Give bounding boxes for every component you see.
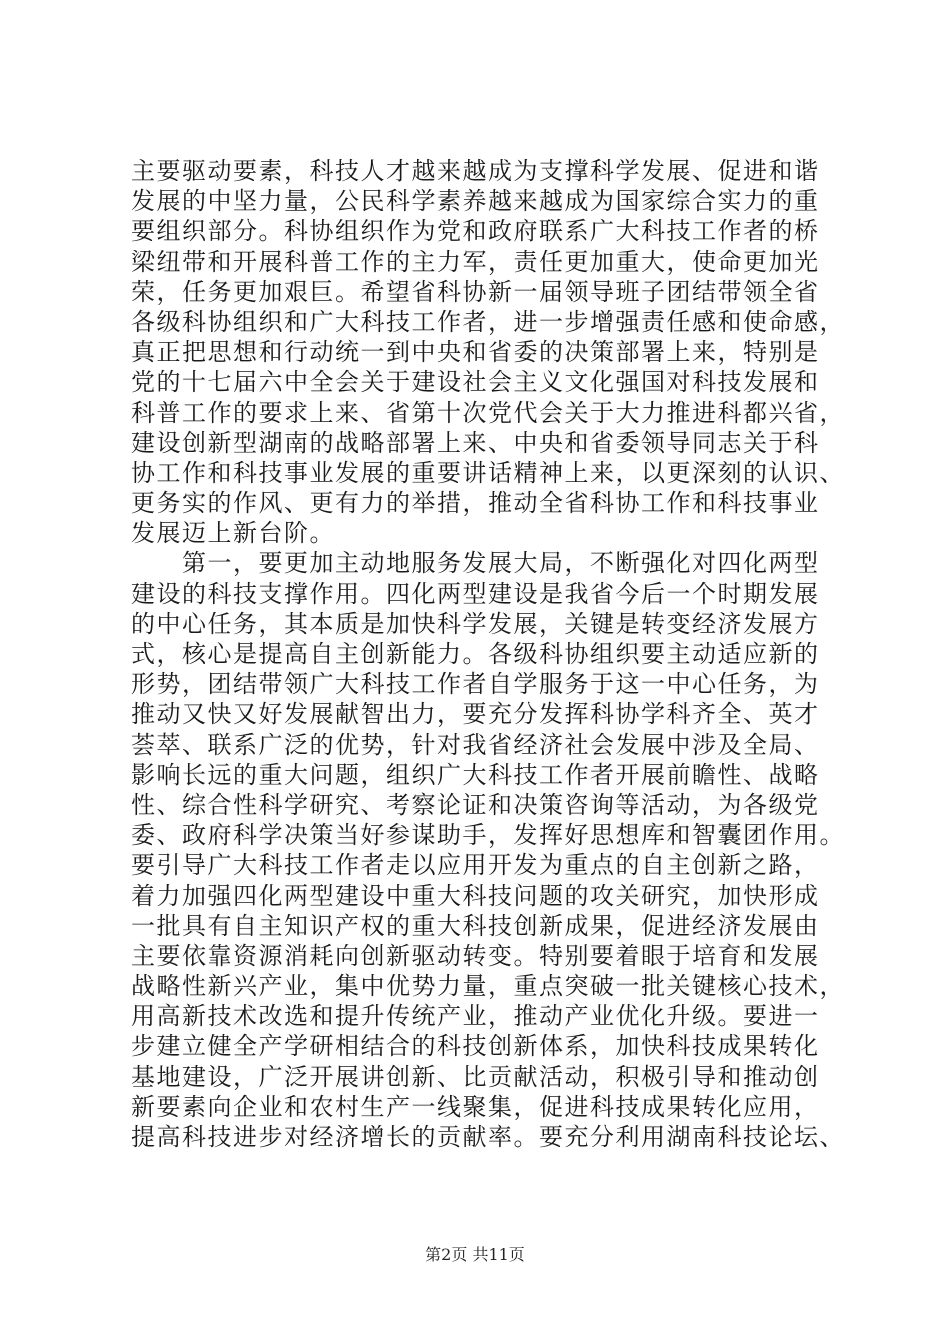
text-line: 建设创新型湖南的战略部署上来、中央和省委领导同志关于科	[131, 428, 820, 457]
text-line: 委、政府科学决策当好参谋助手，发挥好思想库和智囊团作用。	[131, 821, 845, 850]
text-line: 式，核心是提高自主创新能力。各级科协组织要主动适应新的	[131, 640, 820, 668]
text-line: 主要驱动要素，科技人才越来越成为支撑科学发展、促进和谐	[131, 157, 820, 185]
text-line: 荣，任务更加艰巨。希望省科协新一届领导班子团结带领全省	[131, 277, 820, 306]
text-line: 一批具有自主知识产权的重大科技创新成果，促进经济发展由	[131, 911, 820, 940]
text-line: 荟萃、联系广泛的优势，针对我省经济社会发展中涉及全局、	[131, 730, 820, 759]
text-line: 要引导广大科技工作者走以应用开发为重点的自主创新之路，	[131, 851, 820, 880]
text-line: 提高科技进步对经济增长的贡献率。要充分利用湖南科技论坛、	[131, 1123, 845, 1151]
text-line: 的中心任务，其本质是加快科学发展，关键是转变经济发展方	[131, 609, 820, 638]
text-line: 用高新技术改选和提升传统产业，推动产业优化升级。要进一	[131, 1002, 820, 1031]
text-line: 步建立健全产学研相结合的科技创新体系，加快科技成果转化	[131, 1032, 820, 1061]
text-line: 性、综合性科学研究、考察论证和决策咨询等活动，为各级党	[131, 790, 820, 819]
text-line: 新要素向企业和农村生产一线聚集，促进科技成果转化应用，	[131, 1092, 820, 1121]
body-text	[131, 156, 845, 1152]
text-line: 形势，团结带领广大科技工作者自学服务于这一中心任务，为	[131, 670, 820, 699]
text-line: 科普工作的要求上来、省第十次党代会关于大力推进科都兴省，	[131, 398, 845, 427]
text-line: 着力加强四化两型建设中重大科技问题的攻关研究，加快形成	[131, 881, 820, 910]
page-footer: 第2页 共11页	[425, 1245, 525, 1264]
text-line: 战略性新兴产业，集中优势力量，重点突破一批关键核心技术，	[131, 972, 845, 1001]
text-line: 更务实的作风、更有力的举措，推动全省科协工作和科技事业	[131, 489, 820, 518]
text-line: 推动又快又好发展献智出力，要充分发挥科协学科齐全、英才	[131, 700, 820, 729]
text-line: 影响长远的重大问题，组织广大科技工作者开展前瞻性、战略	[131, 760, 820, 789]
text-line: 真正把思想和行动统一到中央和省委的决策部署上来，特别是	[131, 338, 820, 367]
text-line: 第一，要更加主动地服务发展大局，不断强化对四化两型	[131, 549, 820, 578]
text-line: 各级科协组织和广大科技工作者，进一步增强责任感和使命感，	[131, 307, 845, 336]
text-line: 主要依靠资源消耗向创新驱动转变。特别要着眼于培育和发展	[131, 941, 820, 970]
text-line: 发展的中坚力量，公民科学素养越来越成为国家综合实力的重	[131, 187, 820, 216]
text-line: 要组织部分。科协组织作为党和政府联系广大科技工作者的桥	[131, 217, 820, 246]
text-line: 协工作和科技事业发展的重要讲话精神上来，以更深刻的认识、	[131, 458, 845, 487]
text-line: 建设的科技支撑作用。四化两型建设是我省今后一个时期发展	[131, 579, 820, 608]
text-line: 基地建设，广泛开展讲创新、比贡献活动，积极引导和推动创	[131, 1062, 820, 1091]
text-line: 梁纽带和开展科普工作的主力军，责任更加重大，使命更加光	[131, 247, 820, 276]
text-line: 发展迈上新台阶。	[131, 519, 335, 548]
text-line: 党的十七届六中全会关于建设社会主义文化强国对科技发展和	[131, 368, 820, 397]
